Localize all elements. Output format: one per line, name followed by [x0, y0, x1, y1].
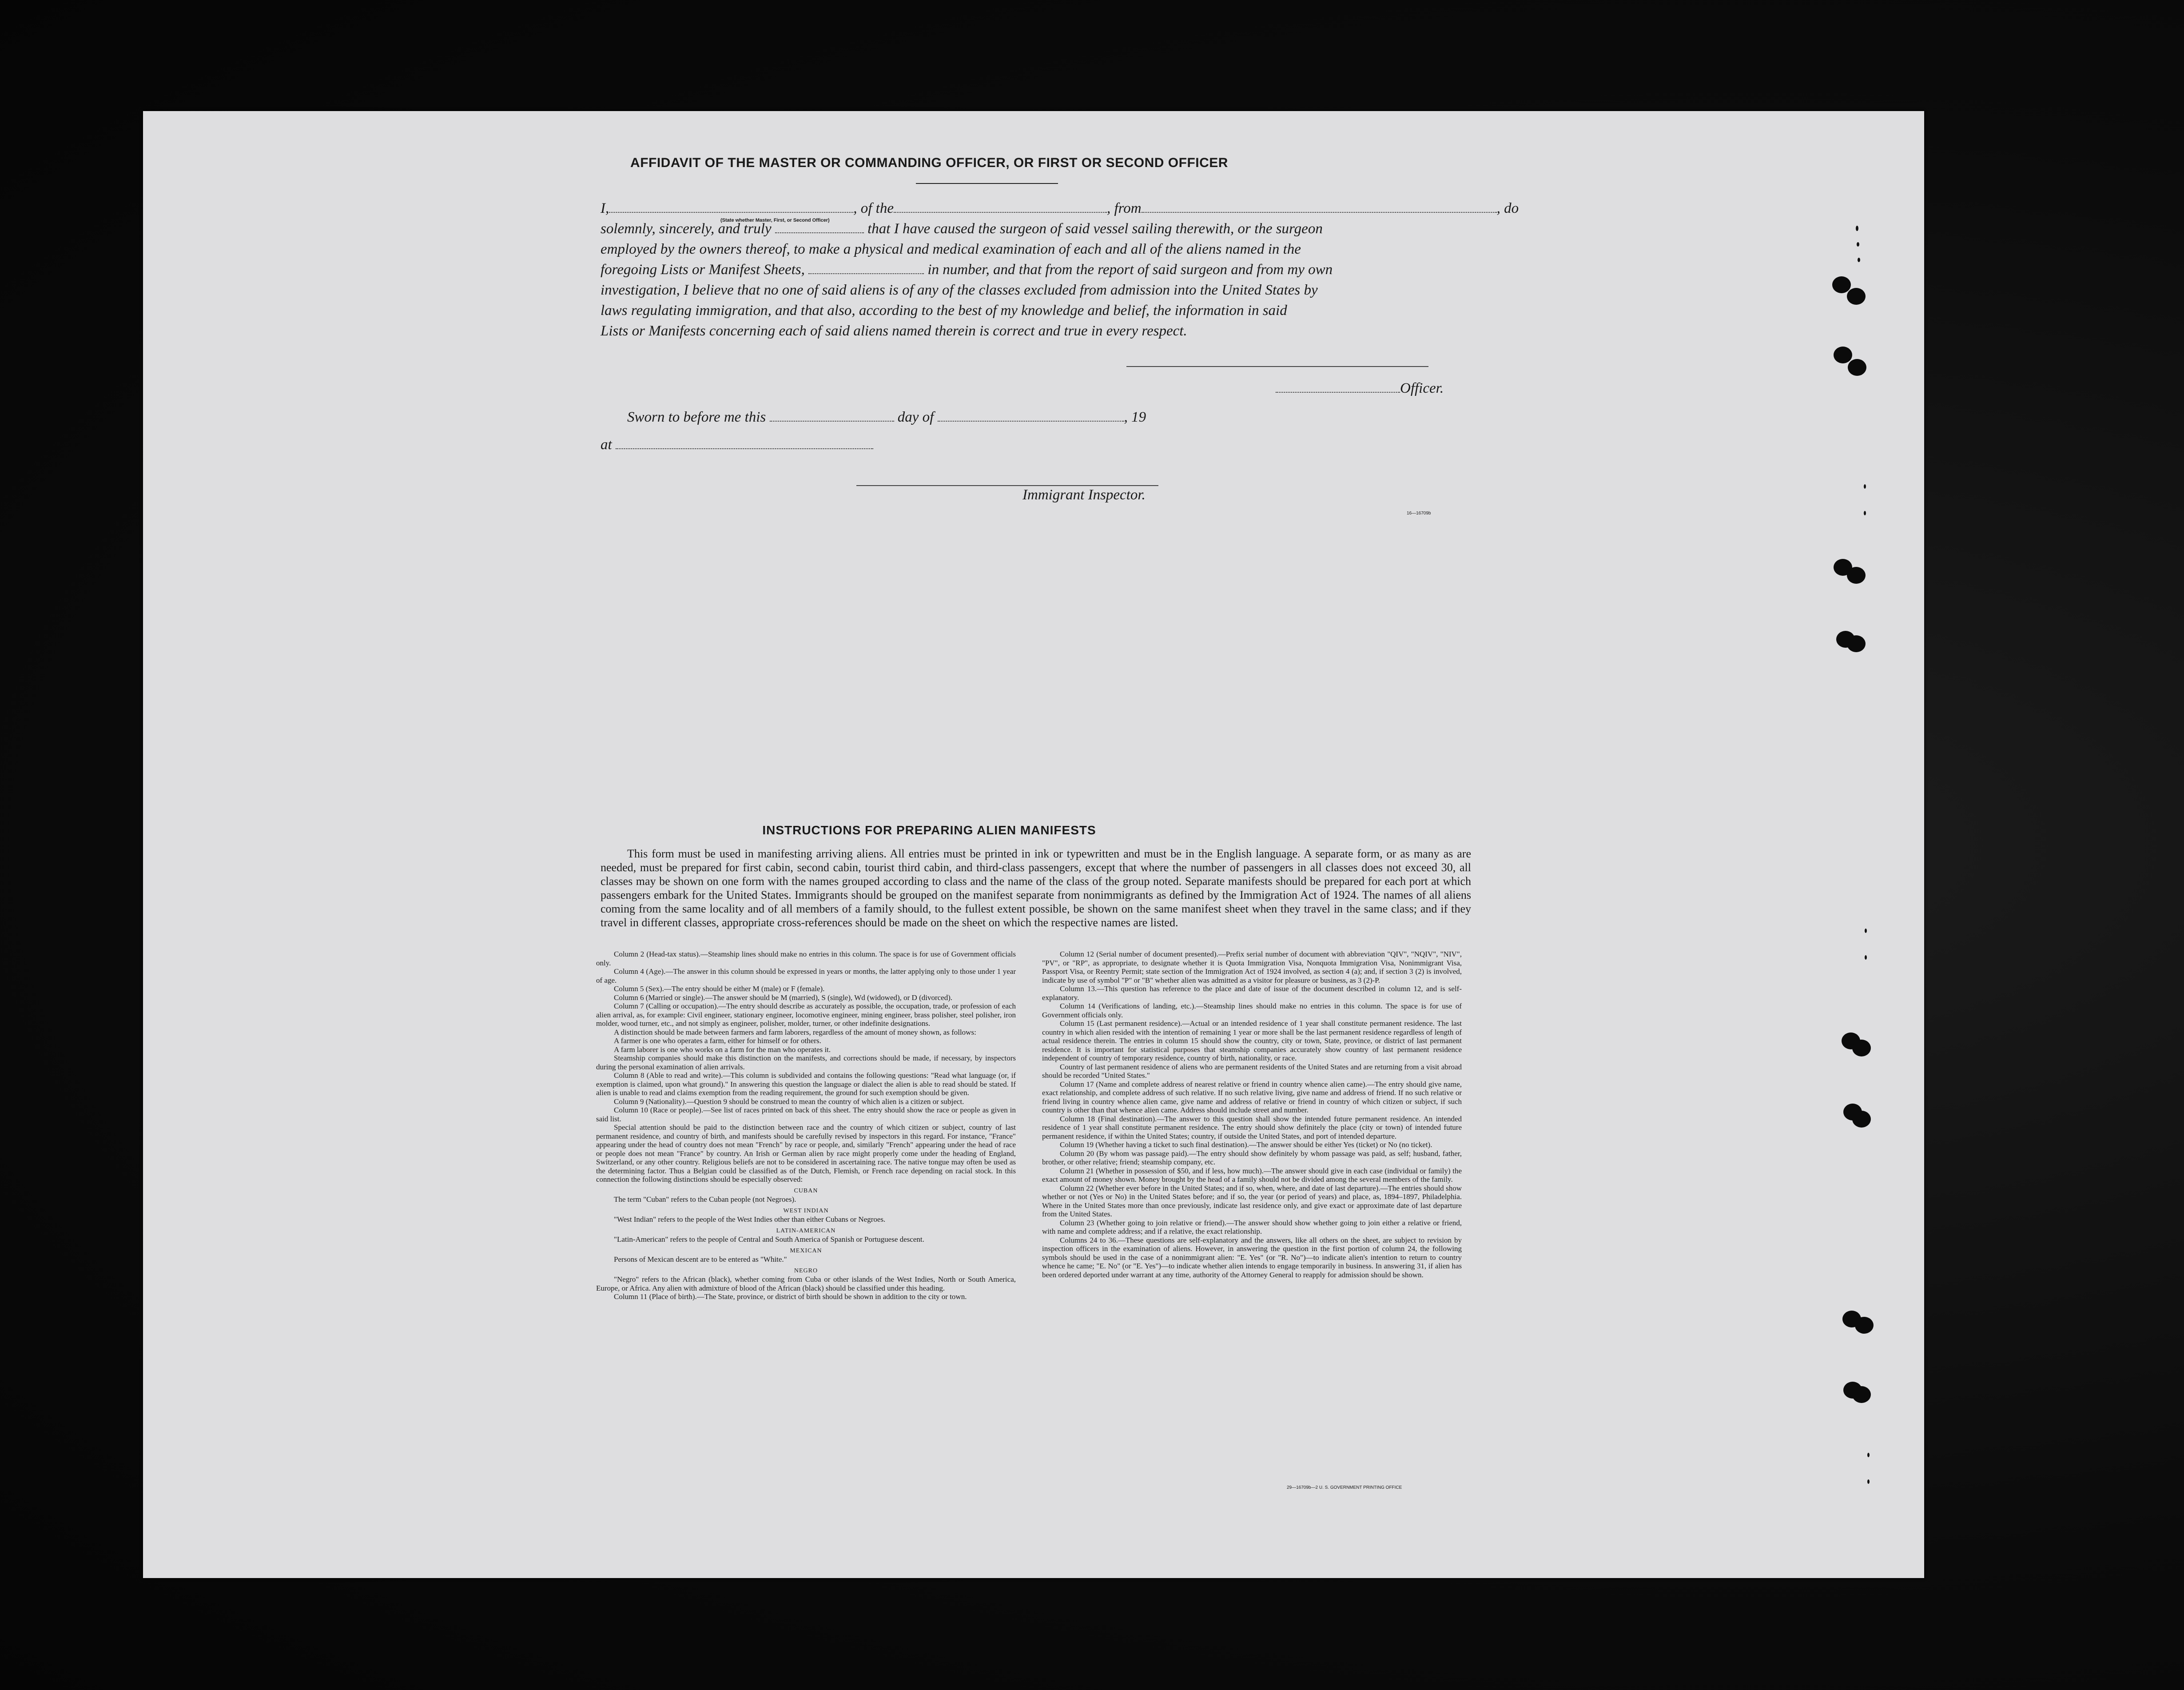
binding-hole [1852, 1040, 1871, 1056]
left-instruction-column [596, 950, 1016, 1301]
affidavit-line-2-end: that I have caused the surgeon of said vessel sailing therewith, or the surgeon [867, 221, 1323, 237]
title-underline [916, 183, 1058, 184]
affidavit-do: , do [1496, 200, 1519, 216]
instructions-title: INSTRUCTIONS FOR PREPARING ALIEN MANIFESTS [762, 823, 1096, 837]
cuban-heading: CUBAN [794, 1187, 818, 1194]
binding-hole [1847, 567, 1866, 584]
cuban-text: The term "Cuban" refers to the Cuban people (not Negroes). [614, 1195, 796, 1204]
blank-at-place[interactable] [616, 436, 873, 449]
right-column-paragraph: Country of last permanent residence of aliens who are permanent residents of the United States and are returning from a visit abroad should be recorded "United States." [1042, 1062, 1462, 1080]
left-column-paragraph: Column 5 (Sex).—The entry should be either M (male) or F (female). [614, 985, 825, 993]
blank-officer-signature[interactable] [1276, 382, 1400, 393]
mexican-text: Persons of Mexican descent are to be entered as "White." [614, 1255, 787, 1264]
officer-rank-note: (State whether Master, First, or Second Officer) [720, 218, 830, 223]
right-column-paragraph: Column 14 (Verifications of landing, etc.).—Steamship lines should make no entries in this column. The space is for use of Government officials only. [1042, 1002, 1462, 1019]
inspector-label: Immigrant Inspector. [1022, 487, 1146, 503]
signature-line-top[interactable] [1126, 366, 1428, 367]
latin-american-text: "Latin-American" refers to the people of Central and South America of Spanish or Portuguese descent. [614, 1235, 924, 1244]
affidavit-title: AFFIDAVIT OF THE MASTER OR COMMANDING OFFICER, OR FIRST OR SECOND OFFICER [630, 155, 1228, 170]
right-column-paragraph: Column 17 (Name and complete address of nearest relative or friend in country whence alien came).—The entry should give name, exact relationship, and complete address of such relative. If no such relative living, give name and address of friend. If no such relative or friend living in country whence alien came, give name and address of relative or friend in country of which citizen or subject, if such country is other than that whence alien came. Address should include street and number. [1042, 1080, 1462, 1114]
binding-hole [1834, 347, 1852, 363]
scan-speck [1865, 929, 1867, 933]
left-column-paragraph: Column 2 (Head-tax status).—Steamship lines should make no entries in this column. The space is for use of Government officials only. [596, 950, 1016, 967]
scan-speck [1856, 226, 1858, 231]
mexican-heading: MEXICAN [790, 1247, 822, 1254]
at-line [601, 434, 873, 455]
binding-hole [1832, 276, 1851, 293]
right-column-paragraph: Column 23 (Whether going to join relative or friend).—The answer should show whether going to join either a relative or friend, with name and complete address; and if a relative, the exact relationship. [1042, 1218, 1462, 1236]
left-column-paragraph: Column 10 (Race or people).—See list of races printed on back of this sheet. The entry should show the race or people as given in said list. [596, 1106, 1016, 1123]
latin-american-heading: LATIN-AMERICAN [776, 1227, 836, 1234]
left-column-paragraph: Column 4 (Age).—The answer in this column should be expressed in years or months, the latter applying only to those under 1 year of age. [596, 967, 1016, 985]
affidavit-line-7: Lists or Manifests concerning each of said aliens named therein is correct and true in every respect. [601, 323, 1187, 339]
blank-officer-name[interactable] [609, 199, 853, 213]
blank-sworn-manner[interactable] [775, 220, 864, 233]
left-column-paragraph: Special attention should be paid to the distinction between race and the country of which citizen or subject, country of last permanent residence, and country of birth, and manifests should be carefully revised by inspectors in this regard. For instance, "France" appearing under the head of country does not mean "French" by race or people, and, similarly "French" appearing under the head of race or people does not mean "France" by country. An Irish or German alien by race might properly come under the heading of England, Switzerland, or any other country. Religious beliefs are not to be considered in ascertaining race. The native tongue may often be used as the determining factor. Thus a Belgian could be classified as of the Dutch, Flemish, or French race depending on racial stock. In this connection the following distinctions should be especially observed: [596, 1123, 1016, 1184]
at-label: at [601, 437, 612, 453]
west-indian-heading: WEST INDIAN [783, 1207, 829, 1214]
right-column-paragraphs [1042, 950, 1462, 1279]
scan-speck [1858, 258, 1860, 262]
left-column-paragraph: Column 6 (Married or single).—The answer should be M (married), S (single), Wd (widowed), or D (divorced). [614, 993, 953, 1002]
left-column-paragraph: Column 8 (Able to read and write).—This column is subdivided and contains the following questions: "Read what language (or, if exemption is claimed, upon what ground)." In answering this question the language or dialect the alien is able to read should be stated. If alien is unable to read and claims exemption from the reading requirement, the ground for such exemption should be given. [596, 1071, 1016, 1097]
affidavit-line-4-end: in number, and that from the report of said surgeon and from my own [927, 262, 1333, 278]
left-column-paragraph: Column 7 (Calling or occupation).—The entry should describe as accurately as possible, the occupation, trade, or profession of each alien arrival, as, for example: Civil engineer, stationary engineer, locomotive engineer, mining engineer, brass polisher, steel polisher, iron molder, wood turner, etc., and not simply as engineer, polisher, molder, turner, or other indefinite designations. [596, 1002, 1016, 1028]
binding-hole [1855, 1317, 1874, 1334]
sworn-year: , 19 [1124, 409, 1146, 425]
left-column-paragraph: A distinction should be made between farmers and farm laborers, regardless of the amount of money shown, as follows: [614, 1028, 976, 1036]
right-column-paragraph: Column 15 (Last permanent residence).—Actual or an intended residence of 1 year shall constitute permanent residence. The last country in which alien resided with the intention of remaining 1 year or more shall be the last permanent residence regardless of length of actual residence therein. The entries in column 15 should show the country, city or town, State, province, or district of last permanent residence. It is important for statistical purposes that steamship companies accurately show country of last permanent residence independent of country of temporary residence, country of birth, nationality, or race. [1042, 1019, 1462, 1062]
blank-sheet-count[interactable] [808, 261, 924, 274]
binding-hole [1848, 359, 1866, 376]
right-column-paragraph: Column 12 (Serial number of document presented).—Prefix serial number of document with abbreviation "QIV", "NQIV", "NIV", "PV", or "RP", as appropriate, to designate whether it is Quota Immigration Visa, Nonquota Immigration Visa, Nonimmigrant Visa, Passport Visa, or Reentry Permit; state section of the Immigration Act of 1924 involved, as section 4 (a); and, if section 3 (2) is involved, indicate by use of symbol "P" or "B" whether alien was admitted as a visitor for pleasure or business, as 3 (2)-P. [1042, 950, 1462, 985]
scan-speck [1864, 484, 1866, 489]
officer-label: Officer. [1400, 380, 1444, 396]
west-indian-text: "West Indian" refers to the people of the West Indies other than either Cubans or Negroes. [614, 1215, 886, 1224]
scan-speck [1857, 242, 1859, 247]
negro-heading: NEGRO [794, 1267, 818, 1274]
right-column-paragraph: Column 13.—This question has reference to the place and date of issue of the document described in column 12, and is self-explanatory. [1042, 985, 1462, 1002]
affidavit-line-6: laws regulating immigration, and that also, according to the best of my knowledge and belief, the information in said [601, 303, 1287, 319]
blank-port-from[interactable] [1142, 199, 1497, 213]
affidavit-line-1 [601, 198, 1519, 219]
binding-hole [1847, 288, 1866, 305]
affidavit-i: I, [601, 200, 609, 216]
right-column-paragraph: Column 21 (Whether in possession of $50, and if less, how much).—The answer should give in each case (individual or family) the exact amount of money shown. Money brought by the head of a family should not be divided among the several members of the family. [1042, 1166, 1462, 1184]
right-instruction-column [1042, 950, 1462, 1279]
affidavit-line-2-start: solemnly, sincerely, and truly [601, 221, 772, 237]
negro-text: "Negro" refers to the African (black), whether coming from Cuba or other islands of the West Indies, North or South America, Europe, or Africa. Any alien with admixture of blood of the African (black) should be classified under this heading. [596, 1275, 1016, 1292]
column-11-text: Column 11 (Place of birth).—The State, province, or district of birth should be shown in addition to the city or town. [614, 1292, 967, 1301]
left-column-paragraph: A farm laborer is one who works on a farm for the man who operates it. [614, 1045, 831, 1054]
blank-sworn-day[interactable] [770, 408, 894, 422]
binding-hole [1852, 1386, 1871, 1403]
blank-vessel-name[interactable] [894, 199, 1107, 213]
left-column-paragraphs [596, 950, 1016, 1184]
officer-signature-line [1276, 380, 1444, 397]
scan-speck [1865, 955, 1867, 960]
instructions-intro [601, 847, 1471, 929]
affidavit-line-2 [601, 219, 1323, 239]
blank-sworn-month[interactable] [938, 408, 1124, 422]
scan-speck [1867, 1479, 1870, 1484]
left-column-paragraph: A farmer is one who operates a farm, either for himself or for others. [614, 1036, 821, 1045]
binding-hole [1847, 635, 1866, 652]
left-column-paragraph: Steamship companies should make this distinction on the manifests, and corrections should be made, if necessary, by inspectors during the personal examination of alien arrivals. [596, 1054, 1016, 1071]
affidavit-line-4-start: foregoing Lists or Manifest Sheets, [601, 262, 805, 278]
printer-note: 29—16709b—2 U. S. GOVERNMENT PRINTING OFFICE [1287, 1485, 1402, 1490]
affidavit-of-the: , of the [853, 200, 894, 216]
affidavit-line-3: employed by the owners thereof, to make a physical and medical examination of each and all of the aliens named in the [601, 241, 1301, 257]
scan-speck [1864, 511, 1866, 515]
affidavit-line-5: investigation, I believe that no one of said aliens is of any of the classes excluded from admission into the United States by [601, 282, 1318, 298]
intro-paragraph: This form must be used in manifesting arriving aliens. All entries must be printed in ink or typewritten and must be in the English language. A separate form, or as many as are needed, must be prepared for first cabin, second cabin, tourist third cabin, and third-class passengers, except that where the number of passengers in all classes does not exceed 30, all classes may be shown on one form with the names grouped according to class and the name of the class of the group noted. Separate manifests should be prepared for each port at which passengers embark for the United States. Immigrants should be grouped on the manifest separate from nonimmigrants as defined by the Immigration Act of 1924. The names of all aliens coming from the same locality and of all members of a family should, to the fullest extent possible, be shown on the same manifest sheet when they travel in the same class; and if they travel in different classes, appropriate cross-references should be made on the sheet on which the respective names are listed. [601, 847, 1471, 929]
right-column-paragraph: Column 22 (Whether ever before in the United States; and if so, when, where, and date of last departure).—The entries should show whether or not (Yes or No) in the United States before; and if so, the year (or period of years) and place, as, 1894–1897, Philadelphia. Where in the United States more than once previously, indicate last residence only, and give exact or approximate date of last departure from the United States. [1042, 1184, 1462, 1218]
left-column-paragraph: Column 9 (Nationality).—Question 9 should be construed to mean the country of which alien is a citizen or subject. [614, 1097, 964, 1106]
affidavit-line-4 [601, 259, 1333, 280]
right-column-paragraph: Columns 24 to 36.—These questions are self-explanatory and the answers, like all others on the sheet, are subject to revision by inspection officers in the examination of aliens. However, in answering the question in the first portion of column 24, the following symbols should be used in the case of a nonimmigrant alien: "E. Yes" (or "R. No")—to indicate alien's intention to return to country whence he came; "E. No" (or "E. Yes")—to indicate whether alien intends to engage temporarily in business. In answering 31, if alien has been ordered deported under warrant at any time, authority of the Attorney General to reapply for admission should be shown. [1042, 1236, 1462, 1279]
sworn-start: Sworn to before me this [627, 409, 766, 425]
right-column-paragraph: Column 18 (Final destination).—The answer to this question shall show the intended future permanent residence. An intended residence of 1 year shall constitute permanent residence. The entry should show definitely the place (city or town) of intended future permanent residence, if within the United States; country, if outside the United States, and port of intended departure. [1042, 1114, 1462, 1140]
sworn-day-of: day of [897, 409, 934, 425]
right-column-paragraph: Column 20 (By whom was passage paid).—The entry should show definitely by whom passage was paid, as self; husband, father, brother, or other relative; friend; steamship company, etc. [1042, 1149, 1462, 1166]
inspector-signature-line[interactable] [856, 485, 1158, 486]
sworn-line [627, 407, 1146, 427]
scan-speck [1867, 1453, 1870, 1457]
manifest-sheet [143, 111, 1924, 1578]
affidavit-from: , from [1106, 200, 1142, 216]
right-column-paragraph: Column 19 (Whether having a ticket to such final destination).—The answer should be either Yes (ticket) or No (no ticket). [1060, 1140, 1432, 1149]
form-number: 16—16709b [1407, 511, 1431, 516]
binding-hole [1852, 1111, 1871, 1128]
